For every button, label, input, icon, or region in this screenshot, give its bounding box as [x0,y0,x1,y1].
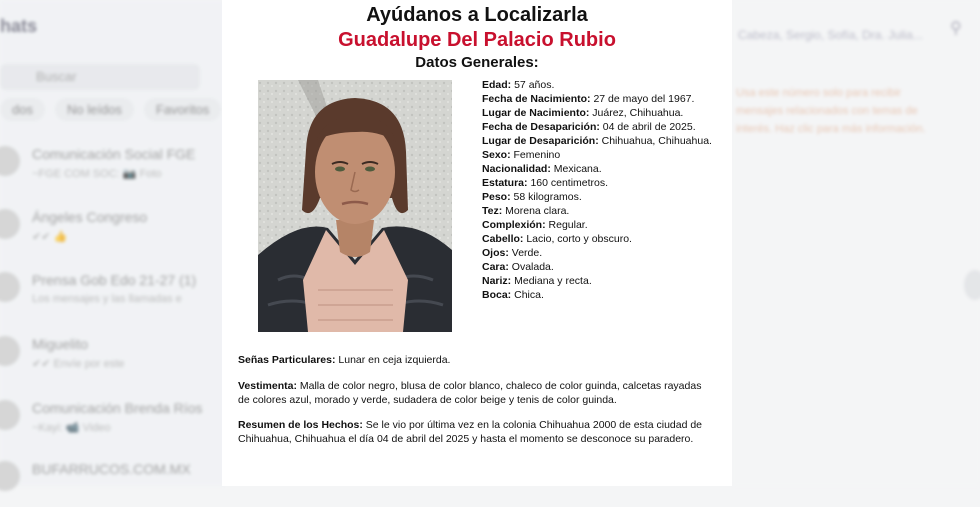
detail-hair: Cabello: Lacio, corto y obscuro. [482,233,632,245]
person-photo [258,80,452,332]
detail-sex: Sexo: Femenino [482,149,561,161]
clothing-description: Vestimenta: Malla de color negro, blusa de color blanco, chaleco de color guinda, calcetas rayadas de colores azul, morado y verde, sudadera de color beige y tenis de color guinda. [238,380,702,406]
chat-name: Miguelito [32,336,89,352]
chat-list-item[interactable] [0,203,215,255]
chat-list-item[interactable] [0,140,215,192]
avatar [0,272,20,302]
incident-summary: Resumen de los Hechos: Se le vio por última vez en la colonia Chihuahua 2000 de esta ciudad de Chihuahua, Chihuahua el día 04 de abril del 2025 y hasta el momento se desconoce su paradero. [238,419,703,445]
chat-preview: ✔✔ Envíe por este [32,358,125,370]
filter-chip-all[interactable]: dos [0,98,45,121]
detail-nose: Nariz: Mediana y recta. [482,275,592,287]
chat-name: Ángeles Congreso [32,209,148,225]
general-data-list [482,78,722,302]
chat-preview: ~FGE COM SOC: 📷 Foto [32,168,162,180]
detail-disappearance-date: Fecha de Desaparición: 04 de abril de 2025. [482,121,696,133]
detail-complexion-tone: Tez: Morena clara. [482,205,570,217]
detail-height: Estatura: 160 centimetros. [482,177,609,189]
detail-disappearance-place: Lugar de Desaparición: Chihuahua, Chihuahua. [482,135,712,147]
chat-list-item[interactable] [0,455,215,507]
chat-list-item[interactable] [0,394,215,446]
search-placeholder: Buscar [36,69,77,84]
detail-weight: Peso: 58 kilogramos. [482,191,582,203]
filter-chip-unread[interactable]: No leídos [55,98,134,121]
chat-preview: Los mensajes y las llamadas e [32,293,182,305]
chat-list-item[interactable] [0,266,215,318]
filter-chip-favorites[interactable]: Favoritos [144,98,221,121]
filter-chips [0,98,221,121]
general-data-heading: Datos Generales: [415,54,539,71]
search-input[interactable] [0,64,200,90]
distinguishing-marks: Señas Particulares: Lunar en ceja izquierda. [238,354,451,366]
chat-name: Comunicación Brenda Ríos [32,400,203,416]
chat-preview: ✔✔ 👍 [32,231,68,243]
avatar [0,336,20,366]
detail-age: Edad: 57 años. [482,79,555,91]
avatar [0,209,20,239]
missing-person-flyer [222,0,732,486]
business-notice: Usa este número solo para recibir mensajes relacionados con temas de interés. Haz clic para más información. [736,87,926,135]
detail-build: Complexión: Regular. [482,219,588,231]
chat-name: Prensa Gob Edo 21-27 (1) [32,272,197,288]
flyer-heading: Ayúdanos a Localizarla [366,4,588,26]
sidebar-title: hats [0,16,38,36]
chat-preview: ~Kayi: 📹 Video [32,422,111,434]
detail-birth-date: Fecha de Nacimiento: 27 de mayo del 1967. [482,93,695,105]
avatar [0,461,20,491]
chat-participants: Cabeza, Sergio, Sofía, Dra. Julia... [738,28,923,42]
search-icon[interactable]: ⚲ [950,20,962,37]
detail-mouth: Boca: Chica. [482,289,544,301]
avatar [0,400,20,430]
chat-name: Comunicación Social FGE [32,146,196,162]
detail-birth-place: Lugar de Nacimiento: Juárez, Chihuahua. [482,107,684,119]
detail-eyes: Ojos: Verde. [482,247,543,259]
chat-header-panel [732,0,980,486]
person-name: Guadalupe Del Palacio Rubio [338,29,616,51]
chat-sidebar [0,0,225,486]
chat-list-item[interactable] [0,330,215,382]
scroll-down-button[interactable] [964,270,980,300]
avatar [0,146,20,176]
detail-face: Cara: Ovalada. [482,261,554,273]
chat-name: BUFARRUCOS.COM.MX [32,461,191,477]
detail-nationality: Nacionalidad: Mexicana. [482,163,602,175]
